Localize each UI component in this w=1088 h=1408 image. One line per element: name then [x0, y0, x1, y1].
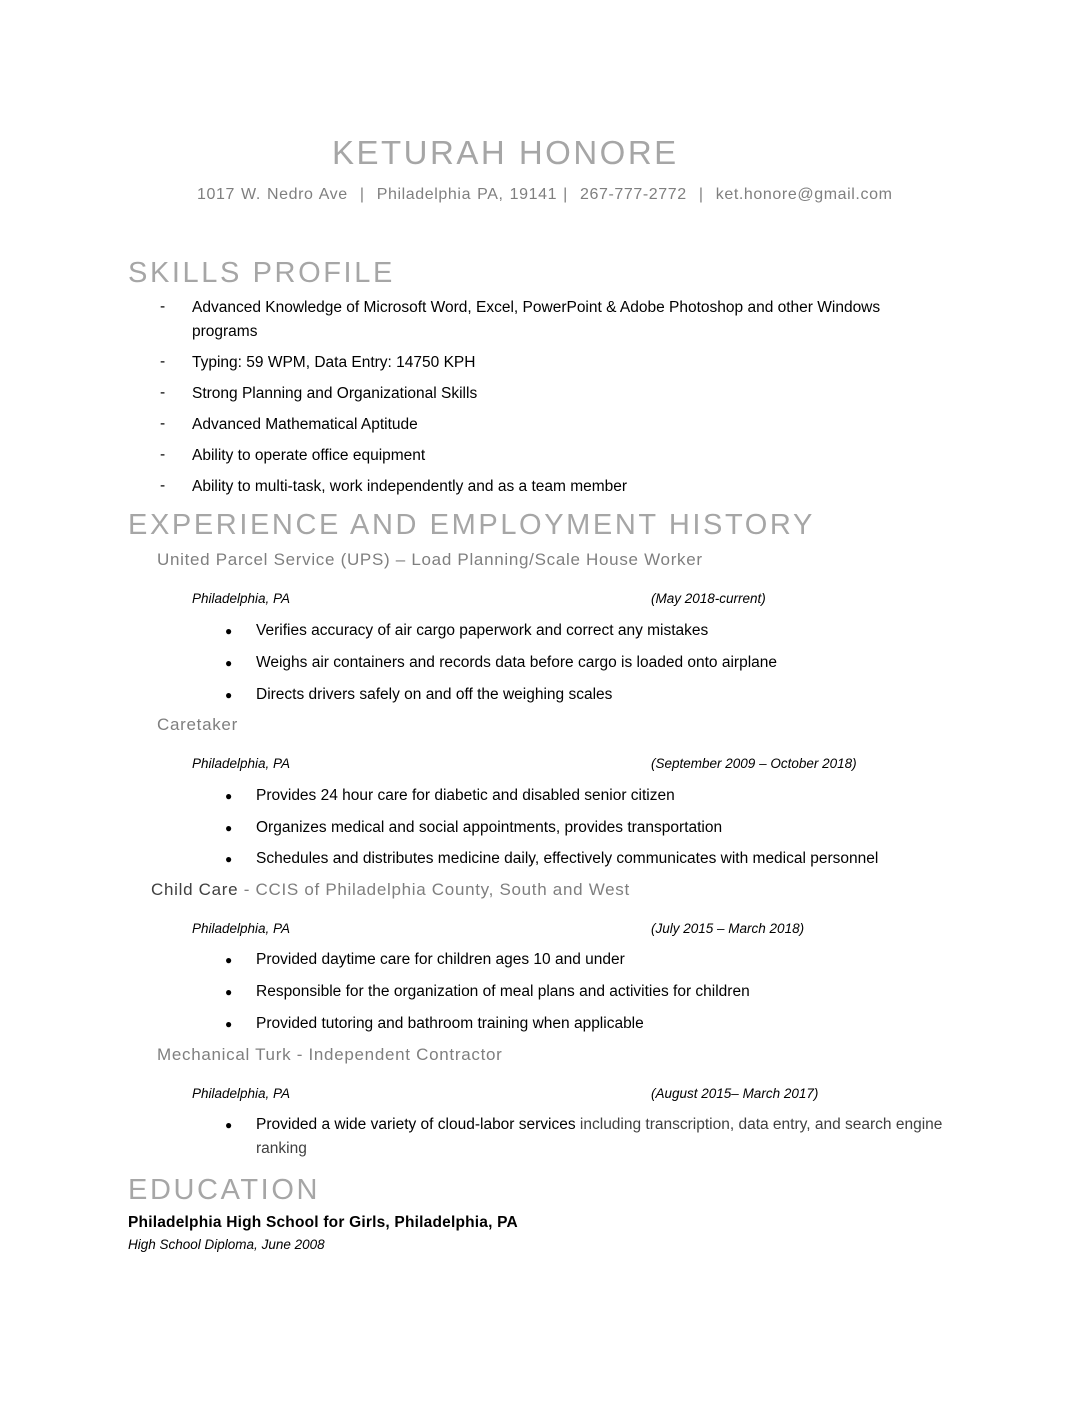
section-title-education: EDUCATION: [128, 1174, 321, 1206]
section-title-experience: EXPERIENCE AND EMPLOYMENT HISTORY: [128, 509, 815, 541]
job-bullet: Verifies accuracy of air cargo paperwork and correct any mistakes: [256, 622, 709, 639]
job-bullet: [256, 1113, 946, 1161]
skill-item: Advanced Mathematical Aptitude: [192, 416, 418, 433]
job-dates: (July 2015 – March 2018): [651, 921, 805, 936]
education-school: Philadelphia High School for Girls, Philadelphia, PA: [128, 1214, 518, 1231]
job-title: Mechanical Turk - Independent Contractor: [157, 1045, 503, 1064]
job-title-rest: - CCIS of Philadelphia County, South and West: [238, 880, 630, 899]
skill-item: Advanced Knowledge of Microsoft Word, Excel, PowerPoint & Adobe Photoshop and other Windows programs: [192, 299, 881, 340]
job-bullet: Provided tutoring and bathroom training when applicable: [256, 1015, 644, 1032]
section-title-skills: SKILLS PROFILE: [128, 257, 395, 289]
skill-bullet: -: [160, 298, 166, 315]
bullet-dot: ●: [225, 852, 233, 866]
bullet-dot: ●: [225, 789, 233, 803]
bullet-dot: ●: [225, 624, 233, 638]
skill-bullet: -: [160, 415, 166, 432]
job-title: United Parcel Service (UPS) – Load Planning/Scale House Worker: [157, 550, 703, 569]
bullet-dot: ●: [225, 656, 233, 670]
job-bullet-rest: including transcription, data entry, and search engine ranking: [256, 1116, 943, 1157]
job-location: Philadelphia, PA: [192, 756, 291, 771]
job-bullet: Organizes medical and social appointments, provides transportation: [256, 819, 723, 836]
job-bullet: Weighs air containers and records data before cargo is loaded onto airplane: [256, 654, 778, 671]
job-bullet: Provides 24 hour care for diabetic and disabled senior citizen: [256, 787, 675, 804]
job-location: Philadelphia, PA: [192, 591, 291, 606]
job-title-main: Child Care: [151, 880, 239, 899]
job-bullet: Provided daytime care for children ages 10 and under: [256, 951, 625, 968]
bullet-dot: ●: [225, 688, 233, 702]
bullet-dot: ●: [225, 821, 233, 835]
bullet-dot: ●: [225, 985, 233, 999]
job-dates: (September 2009 – October 2018): [651, 756, 857, 771]
job-bullet: Responsible for the organization of meal plans and activities for children: [256, 983, 750, 1000]
skill-item: Typing: 59 WPM, Data Entry: 14750 KPH: [192, 354, 476, 371]
skill-bullet: -: [160, 353, 166, 370]
education-diploma: High School Diploma, June 2008: [128, 1237, 325, 1252]
job-location: Philadelphia, PA: [192, 1086, 291, 1101]
bullet-dot: ●: [225, 1118, 233, 1132]
job-dates: (May 2018-current): [651, 591, 766, 606]
skill-item: Ability to multi-task, work independently and as a team member: [192, 478, 628, 495]
job-bullet: Directs drivers safely on and off the weighing scales: [256, 686, 613, 703]
contact-line: 1017 W. Nedro Ave | Philadelphia PA, 19141 | 267-777-2772 | ket.honore@gmail.com: [197, 186, 893, 203]
job-location: Philadelphia, PA: [192, 921, 291, 936]
bullet-dot: ●: [225, 1017, 233, 1031]
job-title: [151, 878, 630, 902]
skill-item: Ability to operate office equipment: [192, 447, 426, 464]
resume-name: KETURAH HONORE: [332, 134, 679, 171]
job-dates: (August 2015– March 2017): [651, 1086, 819, 1101]
skill-bullet: -: [160, 446, 166, 463]
job-title: Caretaker: [157, 715, 238, 734]
skill-item: Strong Planning and Organizational Skills: [192, 385, 478, 402]
job-bullet: Schedules and distributes medicine daily, effectively communicates with medical personnel: [256, 850, 879, 867]
skill-bullet: -: [160, 477, 166, 494]
bullet-dot: ●: [225, 953, 233, 967]
job-bullet-main: Provided a wide variety of cloud-labor services: [256, 1116, 576, 1133]
skill-bullet: -: [160, 384, 166, 401]
